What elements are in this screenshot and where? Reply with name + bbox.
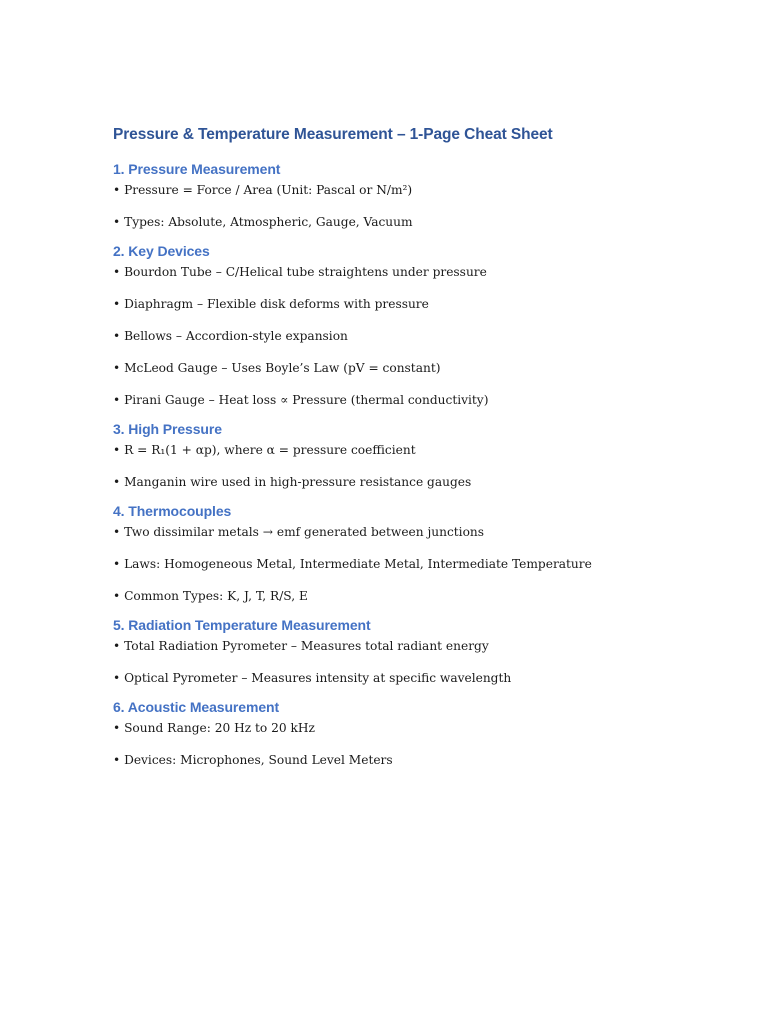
section-high-pressure (113, 420, 733, 490)
section-thermocouples (113, 502, 733, 604)
section-radiation-temperature (113, 616, 733, 686)
bullet-item: • Two dissimilar metals → emf generated between junctions (113, 525, 485, 539)
bullet-item: • Bellows – Accordion-style expansion (113, 329, 348, 343)
bullet-item: • Pirani Gauge – Heat loss ∝ Pressure (thermal conductivity) (113, 393, 489, 407)
section-heading: 1. Pressure Measurement (113, 161, 281, 177)
bullet-item: • Common Types: K, J, T, R/S, E (113, 589, 308, 603)
bullet-item: • Types: Absolute, Atmospheric, Gauge, Vacuum (113, 215, 413, 229)
bullet-item: • Devices: Microphones, Sound Level Meters (113, 753, 393, 767)
bullet-item: • Diaphragm – Flexible disk deforms with pressure (113, 297, 429, 311)
bullet-item: • Bourdon Tube – C/Helical tube straightens under pressure (113, 265, 487, 279)
bullet-item: • Pressure = Force / Area (Unit: Pascal or N/m²) (113, 183, 413, 197)
bullet-item: • Laws: Homogeneous Metal, Intermediate Metal, Intermediate Temperature (113, 557, 592, 571)
page-title: Pressure & Temperature Measurement – 1-Page Cheat Sheet (113, 126, 553, 143)
bullet-item: • Manganin wire used in high-pressure resistance gauges (113, 475, 472, 489)
bullet-item: • Total Radiation Pyrometer – Measures total radiant energy (113, 639, 489, 653)
bullet-item: • McLeod Gauge – Uses Boyle’s Law (pV = constant) (113, 361, 441, 375)
section-heading: 5. Radiation Temperature Measurement (113, 617, 371, 633)
section-heading: 4. Thermocouples (113, 503, 232, 519)
section-pressure-measurement (113, 160, 733, 230)
section-heading: 6. Acoustic Measurement (113, 699, 280, 715)
bullet-item: • Sound Range: 20 Hz to 20 kHz (113, 721, 315, 735)
bullet-item: • Optical Pyrometer – Measures intensity at specific wavelength (113, 671, 512, 685)
document-page (113, 124, 733, 780)
bullet-item: • R = R₁(1 + αp), where α = pressure coefficient (113, 443, 416, 457)
section-heading: 3. High Pressure (113, 421, 222, 437)
section-heading: 2. Key Devices (113, 243, 210, 259)
section-acoustic-measurement (113, 698, 733, 768)
section-key-devices (113, 242, 733, 408)
